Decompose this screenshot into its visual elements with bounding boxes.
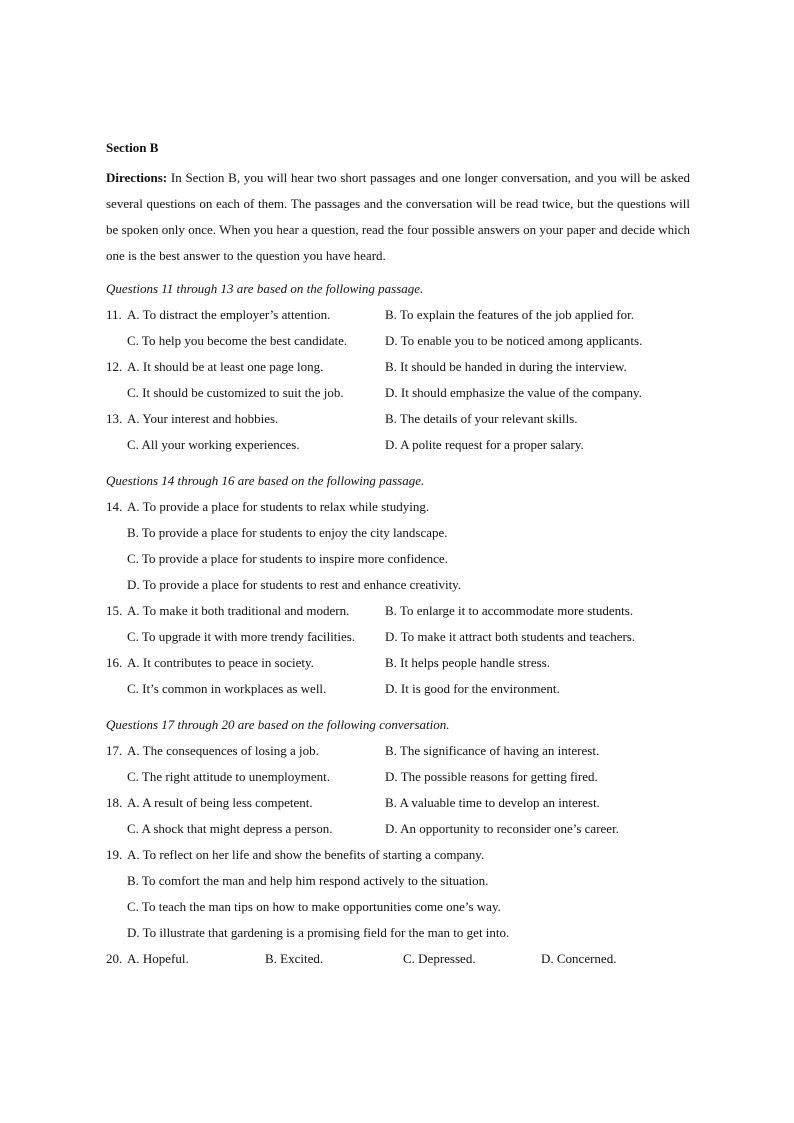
question-15-row-ab [106,598,690,624]
option-a: A. To distract the employer’s attention. [127,307,331,322]
question-14-row-a [106,494,690,520]
option-c: C. To provide a place for students to inspire more confidence. [127,551,448,566]
directions-paragraph [106,165,690,269]
section-title: Section B [106,140,159,155]
question-14-row-d [106,572,690,598]
option-c: C. All your working experiences. [127,437,300,452]
question-12-row-cd [106,380,690,406]
option-a: A. The consequences of losing a job. [127,743,319,758]
option-a: A. To provide a place for students to relax while studying. [127,499,430,514]
option-a: A. Your interest and hobbies. [127,411,279,426]
question-number: 13. [106,411,123,426]
option-c: C. A shock that might depress a person. [127,821,333,836]
question-number: 14. [106,499,123,514]
question-number: 16. [106,655,123,670]
option-a: A. To reflect on her life and show the benefits of starting a company. [127,847,485,862]
option-a: A. It contributes to peace in society. [127,655,314,670]
option-c: C. To help you become the best candidate. [127,333,348,348]
group-heading-11-13: Questions 11 through 13 are based on the following passage. [106,281,424,296]
question-17-row-cd [106,764,690,790]
question-number: 17. [106,743,123,758]
option-b: B. It helps people handle stress. [385,655,550,670]
option-d: D. A polite request for a proper salary. [385,437,584,452]
option-d: D. It should emphasize the value of the company. [385,385,642,400]
option-c: C. To teach the man tips on how to make opportunities come one’s way. [127,899,501,914]
question-17-row-ab [106,738,690,764]
question-11-row-cd [106,328,690,354]
option-d: D. To enable you to be noticed among applicants. [385,333,643,348]
option-d: D. Concerned. [541,951,617,966]
option-a: A. A result of being less competent. [127,795,313,810]
option-b: B. Excited. [265,951,324,966]
question-19-row-b [106,868,690,894]
group-heading-14-16: Questions 14 through 16 are based on the following passage. [106,473,425,488]
option-d: D. To illustrate that gardening is a promising field for the man to get into. [127,925,510,940]
option-a: A. Hopeful. [127,951,189,966]
question-number: 12. [106,359,123,374]
option-d: D. The possible reasons for getting fired. [385,769,598,784]
option-b: B. A valuable time to develop an interest. [385,795,600,810]
directions-label: Directions: [106,170,168,185]
option-d: D. An opportunity to reconsider one’s career. [385,821,619,836]
question-number: 18. [106,795,123,810]
directions-text: In Section B, you will hear two short passages and one longer conversation, and you will be asked several questions on each of them. The passages and the conversation will be read twice, but the questions will be spoken only once. When you hear a question, read the four possible answers on your paper and decide which one is the best answer to the question you have heard. [106,170,690,263]
question-12-row-ab [106,354,690,380]
question-19-row-a [106,842,690,868]
option-b: B. To explain the features of the job applied for. [385,307,635,322]
question-number: 19. [106,847,123,862]
question-14-row-c [106,546,690,572]
question-16-row-ab [106,650,690,676]
question-15-row-cd [106,624,690,650]
option-c: C. It should be customized to suit the job. [127,385,344,400]
question-18-row-ab [106,790,690,816]
question-18-row-cd [106,816,690,842]
option-c: C. The right attitude to unemployment. [127,769,331,784]
option-a: A. To make it both traditional and modern. [127,603,350,618]
question-number: 11. [106,307,122,322]
option-b: B. It should be handed in during the interview. [385,359,627,374]
option-d: D. To provide a place for students to rest and enhance creativity. [127,577,462,592]
question-number: 15. [106,603,123,618]
question-number: 20. [106,951,123,966]
option-b: B. To provide a place for students to enjoy the city landscape. [127,525,448,540]
option-b: B. The details of your relevant skills. [385,411,578,426]
option-c: C. It’s common in workplaces as well. [127,681,327,696]
question-13-row-ab [106,406,690,432]
question-16-row-cd [106,676,690,702]
option-a: A. It should be at least one page long. [127,359,324,374]
option-c: C. Depressed. [403,951,476,966]
option-c: C. To upgrade it with more trendy facilities. [127,629,356,644]
option-d: D. It is good for the environment. [385,681,560,696]
group-heading-17-20: Questions 17 through 20 are based on the following conversation. [106,717,450,732]
option-b: B. To comfort the man and help him respond actively to the situation. [127,873,489,888]
question-20-row [106,946,690,972]
question-14-row-b [106,520,690,546]
question-13-row-cd [106,432,690,458]
option-d: D. To make it attract both students and teachers. [385,629,636,644]
question-19-row-d [106,920,690,946]
section-b [106,139,690,972]
question-19-row-c [106,894,690,920]
question-11-row-ab [106,302,690,328]
option-b: B. The significance of having an interest. [385,743,600,758]
option-b: B. To enlarge it to accommodate more students. [385,603,634,618]
